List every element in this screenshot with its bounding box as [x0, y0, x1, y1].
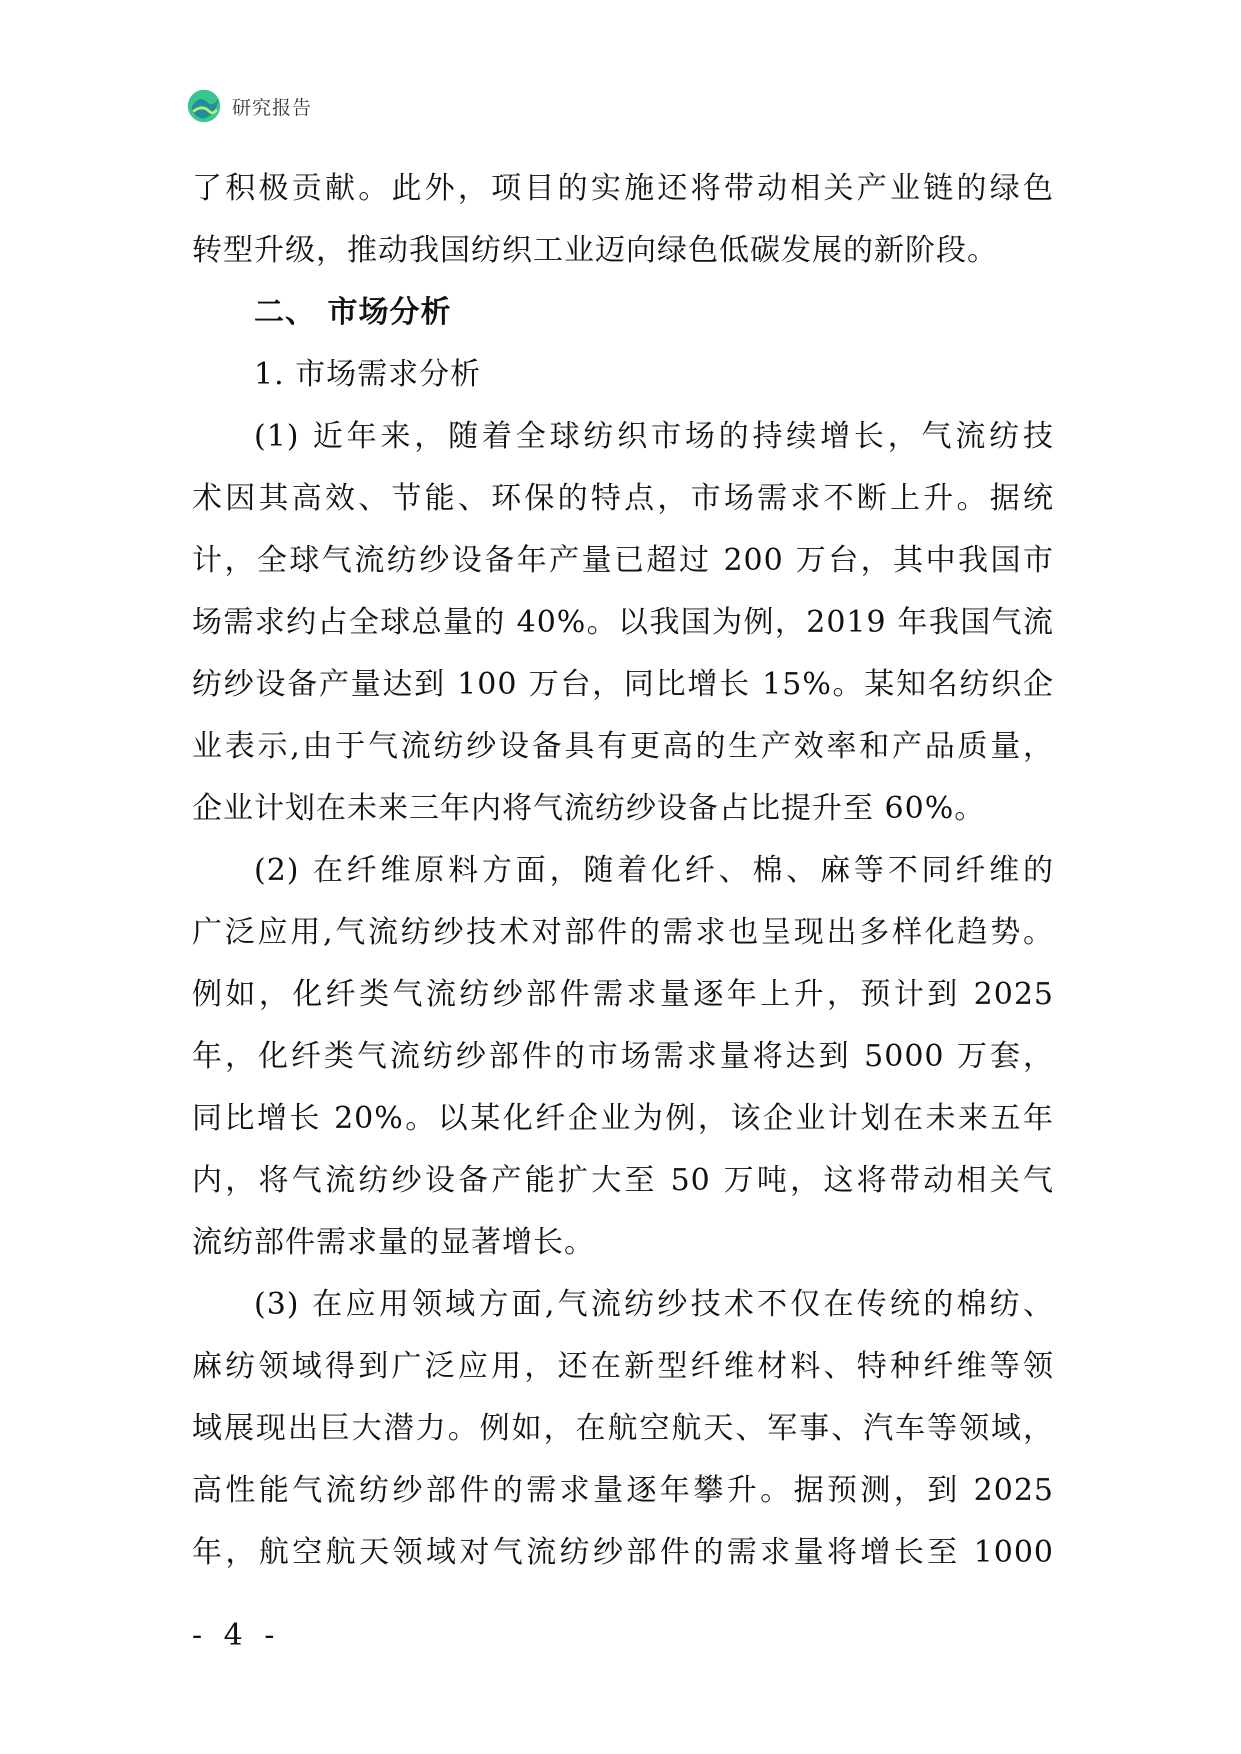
text-line: 例如，化纤类气流纺纱部件需求量逐年上升，预计到 2025 — [192, 977, 1054, 1012]
text-line: 场需求约占全球总量的 40%。以我国为例，2019 年我国气流 — [192, 605, 1054, 640]
text-line: 内，将气流纺纱设备产能扩大至 50 万吨，这将带动相关气 — [192, 1163, 1054, 1198]
leaf-logo-icon — [186, 88, 222, 124]
text-line: 年，化纤类气流纺纱部件的市场需求量将达到 5000 万套， — [192, 1039, 1054, 1074]
text-line: (3) 在应用领域方面,气流纺纱技术不仅在传统的棉纺、 — [254, 1287, 1054, 1322]
header-title: 研究报告 — [232, 96, 313, 119]
text-line: (2) 在纤维原料方面，随着化纤、棉、麻等不同纤维的 — [254, 853, 1054, 888]
page-number: - 4 - — [192, 1618, 281, 1653]
text-line: 流纺部件需求量的显著增长。 — [192, 1225, 595, 1260]
text-line: 术因其高效、节能、环保的特点，市场需求不断上升。据统 — [192, 481, 1054, 516]
text-line: 域展现出巨大潜力。例如，在航空航天、军事、汽车等领域， — [192, 1411, 1054, 1446]
text-line: 高性能气流纺纱部件的需求量逐年攀升。据预测，到 2025 — [192, 1473, 1054, 1508]
text-line: 转型升级，推动我国纺织工业迈向绿色低碳发展的新阶段。 — [192, 233, 998, 268]
text-line: 1. 市场需求分析 — [254, 357, 482, 392]
text-line: 计，全球气流纺纱设备年产量已超过 200 万台，其中我国市 — [192, 543, 1054, 578]
text-line: 年，航空航天领域对气流纺纱部件的需求量将增长至 1000 — [192, 1535, 1054, 1570]
section-heading: 二、 市场分析 — [254, 295, 452, 330]
text-line: 纺纱设备产量达到 100 万台，同比增长 15%。某知名纺织企 — [192, 667, 1054, 702]
text-line: (1) 近年来，随着全球纺织市场的持续增长，气流纺技 — [254, 419, 1054, 454]
page-header — [186, 88, 312, 124]
text-line: 业表示,由于气流纺纱设备具有更高的生产效率和产品质量， — [192, 729, 1054, 764]
text-line: 同比增长 20%。以某化纤企业为例，该企业计划在未来五年 — [192, 1101, 1054, 1136]
text-line: 了积极贡献。此外，项目的实施还将带动相关产业链的绿色 — [192, 171, 1054, 206]
text-line: 广泛应用,气流纺纱技术对部件的需求也呈现出多样化趋势。 — [192, 915, 1054, 950]
text-line: 麻纺领域得到广泛应用，还在新型纤维材料、特种纤维等领 — [192, 1349, 1054, 1384]
document-body — [192, 158, 1054, 1584]
text-line: 企业计划在未来三年内将气流纺纱设备占比提升至 60%。 — [192, 791, 986, 826]
